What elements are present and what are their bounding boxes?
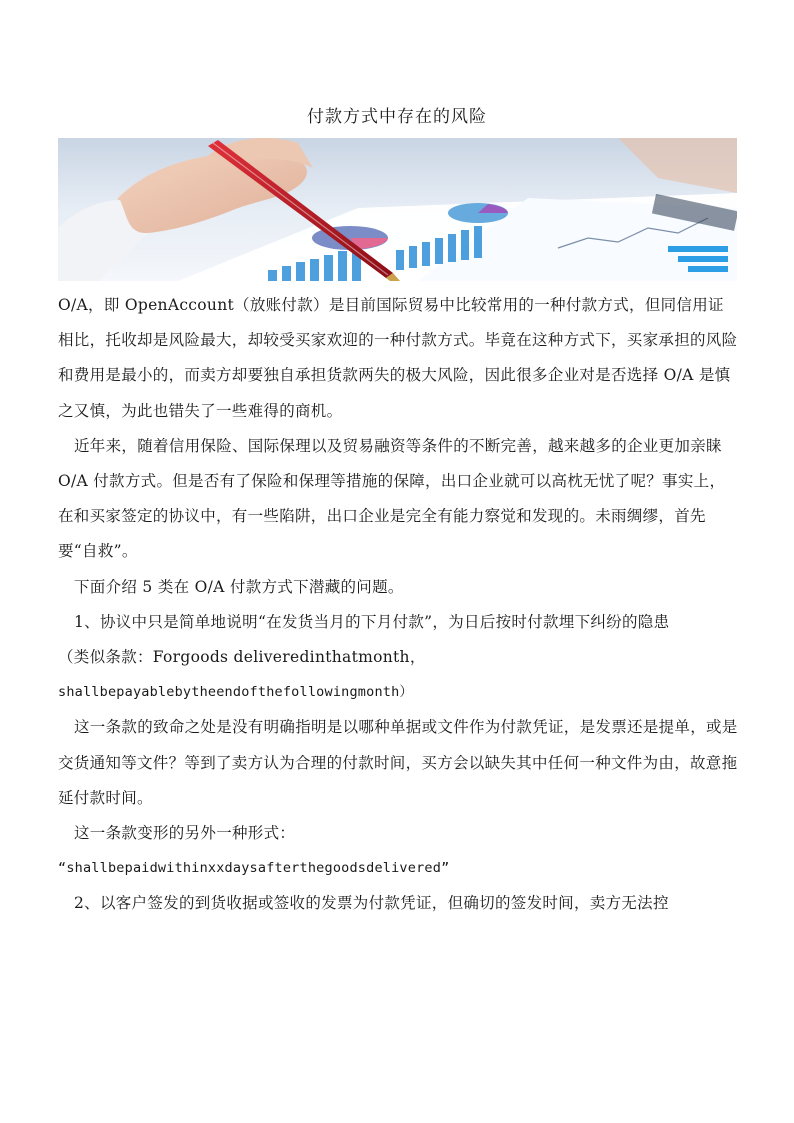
paragraph-item-2: 2、以客户签发的到货收据或签收的发票为付款凭证，但确切的签发时间，卖方无法控 (74, 894, 669, 913)
banner-image (58, 138, 737, 281)
paragraph-item-1: 1、协议中只是简单地说明“在发货当月的下月付款”，为日后按时付款埋下纠纷的隐患 (74, 612, 670, 631)
paragraph-clause-analysis: 这一条款的致命之处是没有明确指明是以哪种单据或文件作为付款凭证，是发票还是提单，或是交货通知等文件？等到了卖方认为合理的付款时间，买方会以缺失其中任何一种文件为由，故意拖延付款时间。 (58, 718, 738, 807)
paragraph-variant-intro: 这一条款变形的另外一种形式： (74, 824, 296, 843)
business-chart-illustration (58, 138, 737, 281)
paragraph-variant-clause: “shallbepaidwithinxxdaysafterthegoodsdelivered” (58, 860, 450, 877)
paragraph-overview: 下面介绍 5 类在 O/A 付款方式下潜藏的问题。 (74, 577, 404, 596)
document-body (58, 288, 738, 922)
paragraph-intro: O/A，即 OpenAccount（放账付款）是目前国际贸易中比较常用的一种付款方式，但同信用证相比，托收却是风险最大，却较受买家欢迎的一种付款方式。毕竟在这种方式下，买家承担的风险和费用是最小的，而卖方却要独自承担货款两失的极大风险，因此很多企业对是否选择 O/A 是慎之又慎，为此也错失了一些难得的商机。 (58, 296, 738, 420)
paragraph-clause-example (58, 640, 738, 675)
document-title: 付款方式中存在的风险 (307, 107, 487, 127)
paragraph-clause-example-cont: shallbepayablebytheendofthefollowingmonth） (58, 684, 414, 701)
paragraph-trend: 近年来，随着信用保险、国际保理以及贸易融资等条件的不断完善，越来越多的企业更加亲睐 O/A 付款方式。但是否有了保险和保理等措施的保障，出口企业就可以高枕无忧了呢？事实上，在和买家签定的协议中，有一些陷阱，出口企业是完全有能力察觉和发现的。未雨绸缪，首先要“自救”。 (58, 436, 726, 561)
clause-example-line-1: （类似条款：Forgoods deliveredinthatmonth， (58, 648, 426, 667)
